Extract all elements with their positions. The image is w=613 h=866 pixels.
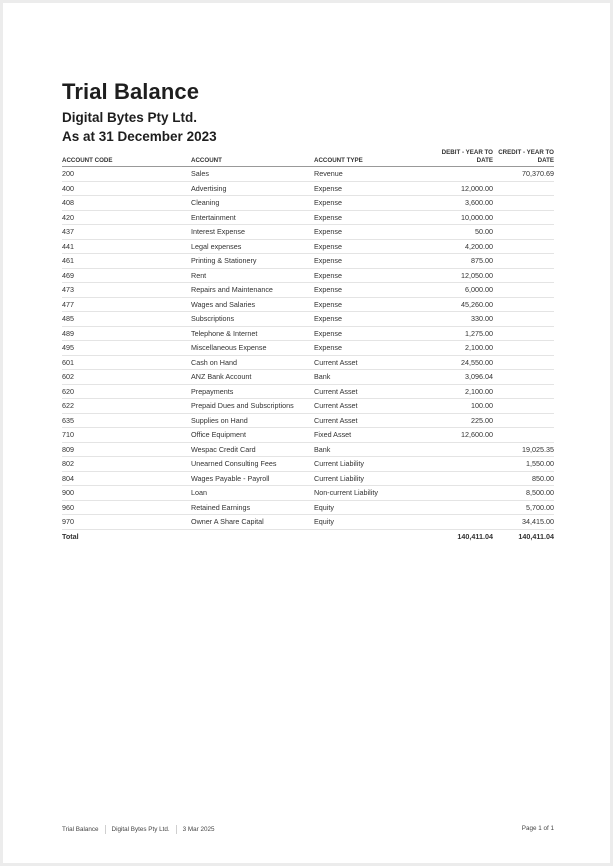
cell-debit: 2,100.00 xyxy=(434,341,493,356)
cell-debit xyxy=(434,471,493,486)
table-row xyxy=(62,239,554,254)
cell-account-type: Current Asset xyxy=(314,384,434,399)
table-row xyxy=(62,268,554,283)
cell-debit: 24,550.00 xyxy=(434,355,493,370)
table-row xyxy=(62,181,554,196)
cell-account: Entertainment xyxy=(191,210,314,225)
cell-credit: 1,550.00 xyxy=(493,457,554,472)
cell-account-code: 461 xyxy=(62,254,191,269)
organisation-name: Digital Bytes Pty Ltd. xyxy=(62,110,198,125)
cell-credit xyxy=(493,254,554,269)
cell-account-type: Current Liability xyxy=(314,471,434,486)
cell-credit xyxy=(493,341,554,356)
cell-debit: 4,200.00 xyxy=(434,239,493,254)
cell-debit: 2,100.00 xyxy=(434,384,493,399)
cell-account: Supplies on Hand xyxy=(191,413,314,428)
cell-account-type: Expense xyxy=(314,341,434,356)
cell-account-type: Expense xyxy=(314,326,434,341)
cell-account: Printing & Stationery xyxy=(191,254,314,269)
cell-debit xyxy=(434,457,493,472)
table-row xyxy=(62,442,554,457)
cell-account-type: Bank xyxy=(314,442,434,457)
cell-debit: 225.00 xyxy=(434,413,493,428)
cell-credit: 34,415.00 xyxy=(493,515,554,530)
report-date: As at 31 December 2023 xyxy=(62,129,217,144)
header-credit: CREDIT - YEAR TO DATE xyxy=(493,147,554,167)
cell-account-code: 601 xyxy=(62,355,191,370)
cell-credit xyxy=(493,326,554,341)
page-number: Page 1 of 1 xyxy=(521,825,554,832)
cell-account: Owner A Share Capital xyxy=(191,515,314,530)
cell-account: Legal expenses xyxy=(191,239,314,254)
cell-account-type: Expense xyxy=(314,181,434,196)
cell-debit xyxy=(434,442,493,457)
table-row xyxy=(62,457,554,472)
cell-account-code: 400 xyxy=(62,181,191,196)
table-row xyxy=(62,500,554,515)
cell-account-type: Fixed Asset xyxy=(314,428,434,443)
cell-account: Loan xyxy=(191,486,314,501)
header-debit: DEBIT - YEAR TO DATE xyxy=(434,147,493,167)
cell-account-code: 485 xyxy=(62,312,191,327)
cell-credit xyxy=(493,268,554,283)
table-row xyxy=(62,370,554,385)
cell-debit: 3,600.00 xyxy=(434,196,493,211)
table-row xyxy=(62,196,554,211)
cell-account: Subscriptions xyxy=(191,312,314,327)
cell-account-code: 804 xyxy=(62,471,191,486)
cell-credit xyxy=(493,413,554,428)
table-row xyxy=(62,486,554,501)
cell-account-type: Non-current Liability xyxy=(314,486,434,501)
cell-account: Prepayments xyxy=(191,384,314,399)
cell-account: Retained Earnings xyxy=(191,500,314,515)
table-row xyxy=(62,225,554,240)
cell-account: Cash on Hand xyxy=(191,355,314,370)
cell-credit: 850.00 xyxy=(493,471,554,486)
table-row xyxy=(62,471,554,486)
report-page xyxy=(3,3,610,863)
cell-account-code: 710 xyxy=(62,428,191,443)
cell-account-type: Current Asset xyxy=(314,399,434,414)
cell-debit: 3,096.04 xyxy=(434,370,493,385)
cell-debit xyxy=(434,486,493,501)
cell-debit: 1,275.00 xyxy=(434,326,493,341)
cell-account-type: Equity xyxy=(314,515,434,530)
cell-account-type: Current Asset xyxy=(314,355,434,370)
cell-account-code: 622 xyxy=(62,399,191,414)
cell-account-code: 489 xyxy=(62,326,191,341)
cell-account-type: Expense xyxy=(314,297,434,312)
cell-credit xyxy=(493,297,554,312)
cell-credit: 8,500.00 xyxy=(493,486,554,501)
trial-balance-table xyxy=(62,147,554,544)
cell-account-code: 960 xyxy=(62,500,191,515)
cell-account-code: 620 xyxy=(62,384,191,399)
cell-debit: 6,000.00 xyxy=(434,283,493,298)
cell-account-type: Expense xyxy=(314,225,434,240)
cell-account-code: 970 xyxy=(62,515,191,530)
cell-account: Sales xyxy=(191,167,314,182)
header-account: ACCOUNT xyxy=(191,147,314,167)
cell-debit: 50.00 xyxy=(434,225,493,240)
total-label: Total xyxy=(62,532,79,541)
cell-debit xyxy=(434,500,493,515)
total-debit: 140,411.04 xyxy=(457,532,493,541)
cell-account: Advertising xyxy=(191,181,314,196)
cell-account: Rent xyxy=(191,268,314,283)
table-row xyxy=(62,413,554,428)
cell-debit: 45,260.00 xyxy=(434,297,493,312)
cell-credit xyxy=(493,225,554,240)
table-body xyxy=(62,167,554,530)
cell-account-code: 802 xyxy=(62,457,191,472)
table-row xyxy=(62,283,554,298)
cell-credit xyxy=(493,399,554,414)
cell-account-type: Current Asset xyxy=(314,413,434,428)
cell-account: Interest Expense xyxy=(191,225,314,240)
cell-credit xyxy=(493,370,554,385)
cell-account-type: Expense xyxy=(314,210,434,225)
cell-account-code: 441 xyxy=(62,239,191,254)
cell-debit xyxy=(434,167,493,182)
cell-account-code: 473 xyxy=(62,283,191,298)
table-row xyxy=(62,384,554,399)
cell-account: Office Equipment xyxy=(191,428,314,443)
cell-account-code: 635 xyxy=(62,413,191,428)
total-credit: 140,411.04 xyxy=(518,532,554,541)
total-spacer xyxy=(314,529,434,544)
cell-account-code: 900 xyxy=(62,486,191,501)
table-row xyxy=(62,326,554,341)
table-row xyxy=(62,297,554,312)
cell-debit: 12,050.00 xyxy=(434,268,493,283)
cell-credit xyxy=(493,181,554,196)
table-header-row xyxy=(62,147,554,167)
cell-credit: 19,025.35 xyxy=(493,442,554,457)
cell-account: Wages and Salaries xyxy=(191,297,314,312)
cell-account-type: Expense xyxy=(314,196,434,211)
cell-account-code: 420 xyxy=(62,210,191,225)
cell-debit: 330.00 xyxy=(434,312,493,327)
cell-account: Unearned Consulting Fees xyxy=(191,457,314,472)
table-row xyxy=(62,312,554,327)
cell-credit xyxy=(493,196,554,211)
cell-debit xyxy=(434,515,493,530)
table-row xyxy=(62,341,554,356)
cell-account: Miscellaneous Expense xyxy=(191,341,314,356)
cell-debit: 875.00 xyxy=(434,254,493,269)
cell-credit xyxy=(493,283,554,298)
cell-account: Cleaning xyxy=(191,196,314,211)
cell-debit: 10,000.00 xyxy=(434,210,493,225)
header-account-type: ACCOUNT TYPE xyxy=(314,147,434,167)
cell-account-code: 495 xyxy=(62,341,191,356)
header-account-code: ACCOUNT CODE xyxy=(62,147,191,167)
cell-account-code: 408 xyxy=(62,196,191,211)
cell-account-type: Expense xyxy=(314,268,434,283)
cell-account-code: 602 xyxy=(62,370,191,385)
page-footer xyxy=(62,825,554,835)
cell-debit: 100.00 xyxy=(434,399,493,414)
cell-account: Telephone & Internet xyxy=(191,326,314,341)
footer-organisation: Digital Bytes Pty Ltd. xyxy=(106,825,177,834)
cell-account-type: Expense xyxy=(314,239,434,254)
footer-info xyxy=(62,825,554,834)
cell-account-code: 437 xyxy=(62,225,191,240)
total-row xyxy=(62,529,554,544)
cell-credit xyxy=(493,239,554,254)
cell-account-code: 809 xyxy=(62,442,191,457)
footer-report-name: Trial Balance xyxy=(62,825,106,834)
cell-credit xyxy=(493,355,554,370)
cell-account-type: Current Liability xyxy=(314,457,434,472)
table-row xyxy=(62,210,554,225)
table-row xyxy=(62,399,554,414)
cell-account-type: Expense xyxy=(314,254,434,269)
cell-credit xyxy=(493,312,554,327)
table-row xyxy=(62,167,554,182)
cell-account-type: Expense xyxy=(314,312,434,327)
cell-credit: 70,370.69 xyxy=(493,167,554,182)
cell-credit: 5,700.00 xyxy=(493,500,554,515)
report-title: Trial Balance xyxy=(62,79,200,104)
footer-date: 3 Mar 2025 xyxy=(182,826,215,833)
cell-account: ANZ Bank Account xyxy=(191,370,314,385)
cell-account-code: 477 xyxy=(62,297,191,312)
cell-account-type: Revenue xyxy=(314,167,434,182)
cell-credit xyxy=(493,210,554,225)
cell-account-code: 200 xyxy=(62,167,191,182)
cell-debit: 12,600.00 xyxy=(434,428,493,443)
cell-account-type: Expense xyxy=(314,283,434,298)
table-row xyxy=(62,355,554,370)
cell-credit xyxy=(493,384,554,399)
cell-account: Wages Payable - Payroll xyxy=(191,471,314,486)
cell-account: Wespac Credit Card xyxy=(191,442,314,457)
total-spacer xyxy=(191,529,314,544)
cell-account-type: Equity xyxy=(314,500,434,515)
cell-debit: 12,000.00 xyxy=(434,181,493,196)
table-row xyxy=(62,428,554,443)
table-row xyxy=(62,515,554,530)
cell-account: Prepaid Dues and Subscriptions xyxy=(191,399,314,414)
cell-credit xyxy=(493,428,554,443)
cell-account-type: Bank xyxy=(314,370,434,385)
table-row xyxy=(62,254,554,269)
cell-account: Repairs and Maintenance xyxy=(191,283,314,298)
cell-account-code: 469 xyxy=(62,268,191,283)
